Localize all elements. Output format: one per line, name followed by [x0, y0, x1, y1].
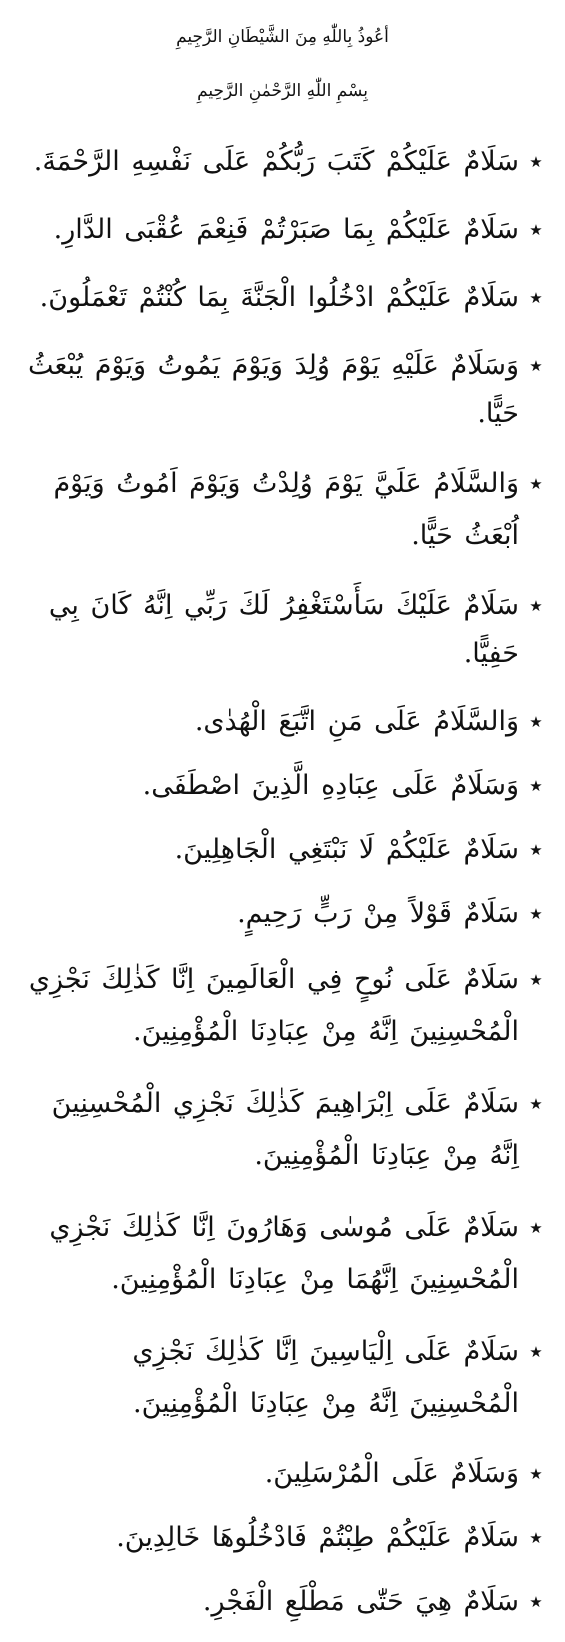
verse-text: سَلَامٌ عَلَى اِبْرَاهِيمَ كَذٰلِكَ نَجْزِي الْمُحْسِنِينَ اِنَّهُ مِنْ عِبَادِنَا الْمُؤْمِنِينَ.: [51, 1088, 519, 1171]
star-bullet-icon: ★: [529, 1529, 543, 1547]
verse-text: سَلَامٌ عَلَى مُوسٰى وَهَارُونَ اِنَّا كَذٰلِكَ نَجْزِي الْمُحْسِنِينَ اِنَّهُمَا مِنْ عِبَادِنَا الْمُؤْمِنِينَ.: [49, 1212, 519, 1295]
star-bullet-icon: ★: [529, 1095, 543, 1113]
star-bullet-icon: ★: [529, 841, 543, 859]
verse-text: سَلَامٌ عَلَيْكَ سَأَسْتَغْفِرُ لَكَ رَبِّي اِنَّهُ كَانَ بِي حَفِيًّا.: [48, 590, 519, 669]
star-bullet-icon: ★: [529, 777, 543, 795]
verse-item: [14, 206, 547, 254]
verse-text: وَسَلَامٌ عَلَى عِبَادِهِ الَّذِينَ اصْطَفَى.: [142, 770, 519, 801]
star-bullet-icon: ★: [529, 475, 543, 493]
star-bullet-icon: ★: [529, 1593, 543, 1611]
star-bullet-icon: ★: [529, 1219, 543, 1237]
verse-item: [14, 762, 547, 810]
verse-item: [14, 698, 547, 746]
star-bullet-icon: ★: [529, 221, 543, 239]
verse-text: وَسَلَامٌ عَلَيْهِ يَوْمَ وُلِدَ وَيَوْمَ يَمُوتُ وَيَوْمَ يُبْعَثُ حَيًّا.: [28, 350, 519, 429]
verse-text: سَلَامٌ عَلَيْكُمْ بِمَا صَبَرْتُمْ فَنِعْمَ عُقْبَى الدَّارِ.: [53, 214, 519, 245]
star-bullet-icon: ★: [529, 597, 543, 615]
verse-item: [14, 458, 547, 562]
star-bullet-icon: ★: [529, 153, 543, 171]
verse-text: وَسَلَامٌ عَلَى الْمُرْسَلِينَ.: [264, 1458, 519, 1489]
verse-item: [14, 890, 547, 938]
star-bullet-icon: ★: [529, 971, 543, 989]
verse-text: سَلَامٌ عَلَيْكُمْ ادْخُلُوا الْجَنَّةَ بِمَا كُنْتُمْ تَعْمَلُونَ.: [39, 282, 519, 313]
verse-text: سَلَامٌ قَوْلاً مِنْ رَبٍّ رَحِيمٍ.: [237, 898, 519, 929]
star-bullet-icon: ★: [529, 357, 543, 375]
star-bullet-icon: ★: [529, 1343, 543, 1361]
star-bullet-icon: ★: [529, 1465, 543, 1483]
verse-text: سَلَامٌ هِيَ حَتّٰى مَطْلَعِ الْفَجْرِ.: [202, 1586, 519, 1617]
basmala-heading: بِسْمِ اللّٰهِ الرَّحْمٰنِ الرَّحِيمِ: [197, 81, 368, 101]
verse-item: [14, 1202, 547, 1306]
verse-item: [14, 1326, 547, 1430]
verse-item: [14, 1578, 547, 1626]
verse-text: سَلَامٌ عَلَيْكُمْ طِبْتُمْ فَادْخُلُوهَا خَالِدِينَ.: [116, 1522, 519, 1553]
verse-text: سَلَامٌ عَلَى اِلْيَاسِينَ اِنَّا كَذٰلِكَ نَجْزِي الْمُحْسِنِينَ اِنَّهُ مِنْ عِبَادِنَا الْمُؤْمِنِينَ.: [132, 1336, 519, 1419]
verse-item: [14, 342, 547, 438]
verse-text: وَالسَّلَامُ عَلَى مَنِ اتَّبَعَ الْهُدٰى.: [194, 706, 519, 737]
verse-text: سَلَامٌ عَلَيْكُمْ كَتَبَ رَبُّكُمْ عَلَى نَفْسِهِ الرَّحْمَةَ.: [33, 146, 519, 177]
verse-item: [14, 1078, 547, 1182]
verse-item: [14, 826, 547, 874]
verse-item: [14, 1514, 547, 1562]
verse-list: [14, 138, 547, 1642]
star-bullet-icon: ★: [529, 289, 543, 307]
verse-text: سَلَامٌ عَلَيْكُمْ لَا نَبْتَغِي الْجَاهِلِينَ.: [174, 834, 519, 865]
star-bullet-icon: ★: [529, 713, 543, 731]
verse-item: [14, 954, 547, 1058]
verse-item: [14, 582, 547, 678]
verse-text: وَالسَّلَامُ عَلَيَّ يَوْمَ وُلِدْتُ وَيَوْمَ اَمُوتُ وَيَوْمَ اُبْعَثُ حَيًّا.: [53, 468, 519, 551]
star-bullet-icon: ★: [529, 905, 543, 923]
verse-item: [14, 138, 547, 186]
verse-item: [14, 274, 547, 322]
verse-text: سَلَامٌ عَلَى نُوحٍ فِي الْعَالَمِينَ اِنَّا كَذٰلِكَ نَجْزِي الْمُحْسِنِينَ اِنَّهُ مِنْ عِبَادِنَا الْمُؤْمِنِينَ.: [28, 964, 519, 1047]
taawwudh-heading: أعُوذُ بِاللّٰهِ مِنَ الشَّيْطَانِ الرَّجِيمِ: [176, 27, 389, 47]
verse-item: [14, 1450, 547, 1498]
